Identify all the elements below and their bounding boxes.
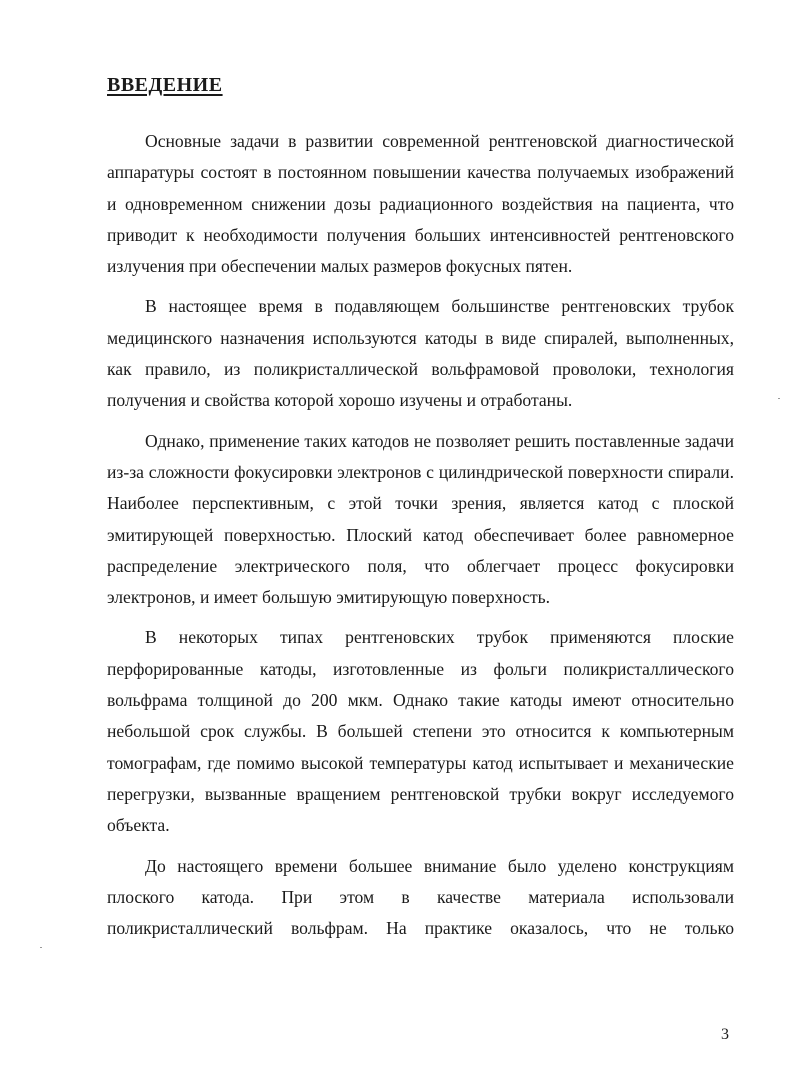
paragraph: Однако, применение таких катодов не позволяет решить поставленные задачи из-за сложности фокусировки электронов с цилиндрической поверхности спирали. Наиболее перспективным, с этой точки зрения, является катод с плоской эмитирующей поверхностью. Плоский катод обеспечивает более равномерное распределение электрического поля, что облегчает процесс фокусировки электронов, и имеет большую эмитирующую поверхность. [107,430,734,608]
paragraph: В некоторых типах рентгеновских трубок применяются плоские перфорированные катоды, изготовленные из фольги поликристаллического вольфрама толщиной до 200 мкм. Однако такие катоды имеют относительно небольшой срок службы. В большей степени это относится к компьютерным томографам, где помимо высокой температуры катод испытывает и механические перегрузки, вызванные вращением рентгеновской трубки вокруг исследуемого объекта. [107,627,734,836]
page-number: 3 [721,1026,729,1043]
section-heading: ВВЕДЕНИЕ [107,74,223,96]
scan-speck [778,398,780,399]
body-text [107,126,734,953]
scan-speck [40,947,42,948]
paragraph: В настоящее время в подавляющем большинстве рентгеновских трубок медицинского назначения используются катоды в виде спиралей, выполненных, как правило, из поликристаллической вольфрамовой проволоки, технология получения и свойства которой хорошо изучены и отработаны. [107,296,734,411]
paragraph: До настоящего времени большее внимание было уделено конструкциям плоского катода. При этом в качестве материала использовали поликристаллический вольфрам. На практике оказалось, что не только [107,855,734,939]
paragraph: Основные задачи в развитии современной рентгеновской диагностической аппаратуры состоят в постоянном повышении качества получаемых изображений и одновременном снижении дозы радиационного воздействия на пациента, что приводит к необходимости получения больших интенсивностей рентгеновского излучения при обеспечении малых размеров фокусных пятен. [107,131,734,277]
